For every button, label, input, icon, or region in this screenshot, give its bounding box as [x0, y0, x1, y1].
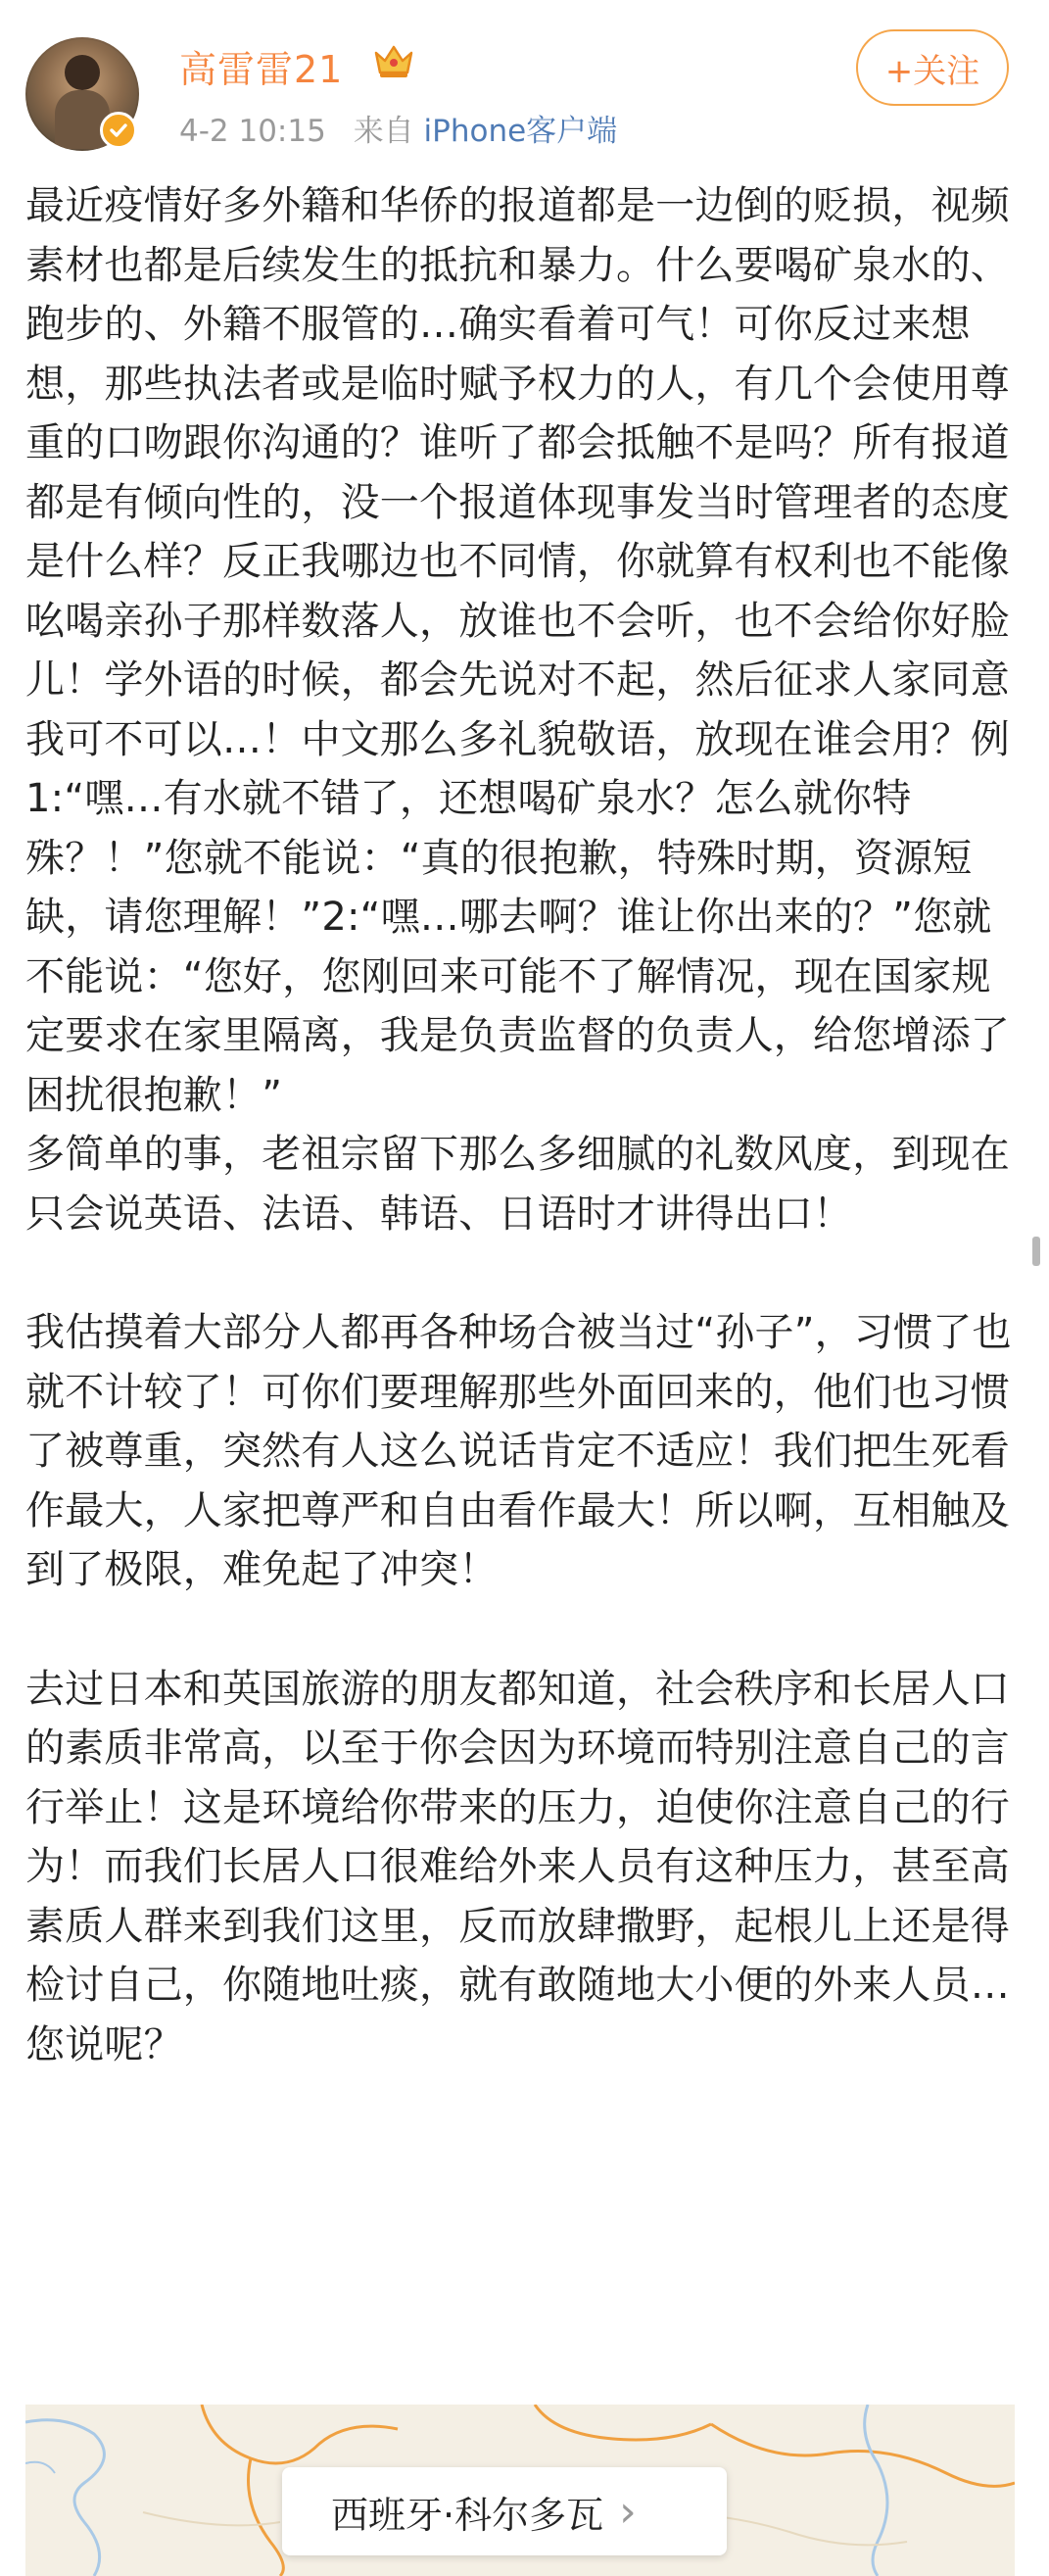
paragraph-4: 去过日本和英国旅游的朋友都知道，社会秩序和长居人口的素质非常高，以至于你会因为环境而特别注意自己的言行举止！这是环境给你带来的压力，迫使你注意自己的行为！而我们长居人口很难给外来人员有这种压力，甚至高素质人群来到我们这里，反而放肆撒野，起根儿上还是得检讨自己，你随地吐痰，就有敢随地大小便的外来人员…您说呢？ [25, 1666, 1010, 2067]
chevron-right-icon: › [619, 2486, 637, 2537]
follow-button[interactable] [856, 29, 1009, 106]
scrollbar-thumb[interactable] [1032, 1237, 1040, 1266]
post-content [25, 176, 1015, 2074]
post-header [0, 0, 1049, 157]
post-meta [179, 106, 617, 150]
follow-label: +关注 [884, 51, 980, 91]
crown-icon[interactable] [372, 41, 415, 80]
paragraph-2: 多简单的事，老祖宗留下那么多细腻的礼数风度，到现在只会说英语、法语、韩语、日语时才讲得出口！ [25, 1132, 1010, 1237]
verified-badge-icon [100, 112, 137, 149]
location-tag[interactable] [282, 2467, 727, 2555]
source-prefix: 来自 [353, 114, 414, 149]
location-name: 西班牙·科尔多瓦 [331, 2493, 604, 2537]
paragraph-1: 最近疫情好多外籍和华侨的报道都是一边倒的贬损，视频素材也都是后续发生的抵抗和暴力。什么要喝矿泉水的、跑步的、外籍不服管的…确实看着可气！可你反过来想想，那些执法者或是临时赋予权力的人，有几个会使用尊重的口吻跟你沟通的？谁听了都会抵触不是吗？所有报道都是有倾向性的，没一个报道体现事发当时管理者的态度是什么样？反正我哪边也不同情，你就算有权利也不能像吆喝亲孙子那样数落人，放谁也不会听，也不会给你好脸儿！学外语的时候，都会先说对不起，然后征求人家同意我可不可以…！中文那么多礼貌敬语，放现在谁会用？例1:“嘿…有水就不错了，还想喝矿泉水？怎么就你特殊？！”您就不能说：“真的很抱歉，特殊时期，资源短缺，请您理解！”2:“嘿…哪去啊？谁让你出来的？”您就不能说：“您好，您刚回来可能不了解情况，现在国家规定要求在家里隔离，我是负责监督的负责人，给您增添了困扰很抱歉！” [25, 183, 1010, 1118]
username[interactable]: 高雷雷21 [179, 48, 344, 91]
source-link[interactable]: iPhone客户端 [423, 114, 618, 149]
paragraph-3: 我估摸着大部分人都再各种场合被当过“孙子”，习惯了也就不计较了！可你们要理解那些外面回来的，他们也习惯了被尊重，突然有人这么说话肯定不适应！我们把生死看作最大，人家把尊严和自由看作最大！所以啊，互相触及到了极限，难免起了冲突！ [25, 1310, 1012, 1592]
avatar-head [65, 55, 100, 90]
post-time: 4-2 10:15 [179, 114, 326, 149]
avatar-body [55, 90, 110, 149]
